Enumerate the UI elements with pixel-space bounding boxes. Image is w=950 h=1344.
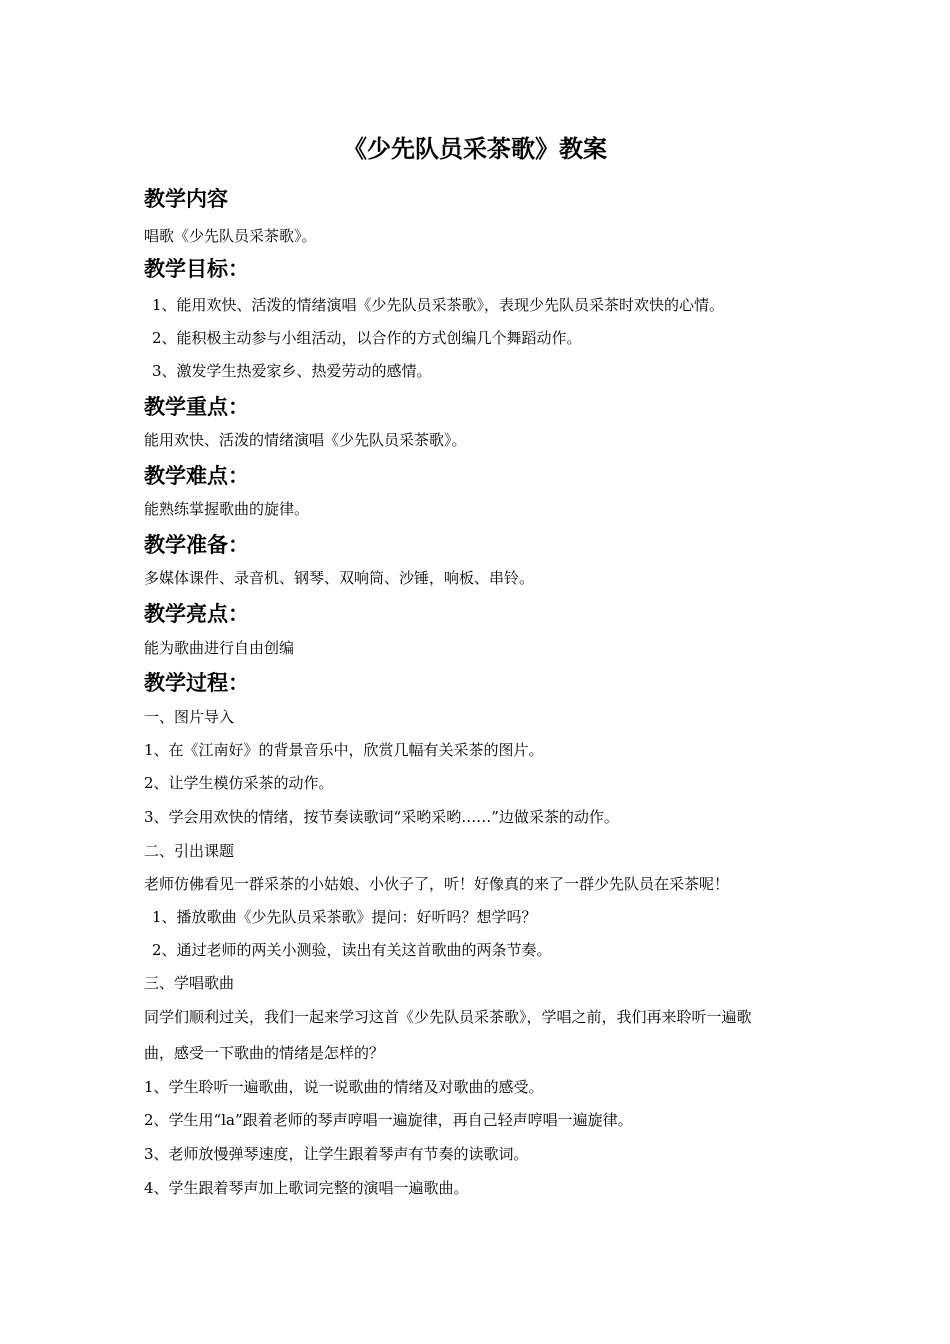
process-line-4: 3、学会用欢快的情绪，按节奏读歌词“采哟采哟……”边做采茶的动作。 [144,808,619,826]
goals-line-2: 2、能积极主动参与小组活动，以合作的方式创编几个舞蹈动作。 [152,329,582,347]
heading-preparation: 教学准备： [144,533,249,557]
process-line-10: 同学们顺利过关，我们一起来学习这首《少先队员采茶歌》，学唱之前，我们再来聆听一遍歌 [144,1008,752,1026]
goals-line-1: 1、能用欢快、活泼的情绪演唱《少先队员采茶歌》，表现少先队员采茶时欢快的心情。 [152,296,725,314]
process-line-6: 老师仿佛看见一群采茶的小姑娘、小伙子了，听！好像真的来了一群少先队员在采茶呢！ [144,875,730,893]
process-line-11: 曲，感受一下歌曲的情绪是怎样的？ [144,1044,385,1062]
process-line-2: 1、在《江南好》的背景音乐中，欣赏几幅有关采茶的图片。 [144,741,544,759]
process-line-5: 二、引出课题 [144,842,235,860]
content-line-1: 唱歌《少先队员采茶歌》。 [144,227,317,245]
focus-line-1: 能用欢快、活泼的情绪演唱《少先队员采茶歌》。 [144,431,467,449]
heading-content: 教学内容 [144,187,228,211]
heading-highlight: 教学亮点： [144,602,249,626]
heading-difficulty: 教学难点： [144,464,249,488]
difficulty-line-1: 能熟练掌握歌曲的旋律。 [144,500,310,518]
goals-line-3: 3、激发学生热爱家乡、热爱劳动的感情。 [152,362,432,380]
heading-process: 教学过程： [144,671,249,695]
process-line-15: 4、学生跟着琴声加上歌词完整的演唱一遍歌曲。 [144,1179,469,1197]
process-line-9: 三、学唱歌曲 [144,974,235,992]
process-line-7: 1、播放歌曲《少先队员采茶歌》提问：好听吗？想学吗？ [152,908,537,926]
process-line-12: 1、学生聆听一遍歌曲，说一说歌曲的情绪及对歌曲的感受。 [144,1078,544,1096]
process-line-8: 2、通过老师的两关小测验，读出有关这首歌曲的两条节奏。 [152,941,552,959]
process-line-1: 一、图片导入 [144,708,235,726]
document-title: 《少先队员采茶歌》教案 [343,135,607,163]
heading-goals: 教学目标： [144,257,249,281]
preparation-line-1: 多媒体课件、录音机、钢琴、双响筒、沙锤，响板、串铃。 [144,569,535,587]
process-line-3: 2、让学生模仿采茶的动作。 [144,774,334,792]
process-line-13: 2、学生用“la”跟着老师的琴声哼唱一遍旋律，再自己轻声哼唱一遍旋律。 [144,1111,633,1129]
highlight-line-1: 能为歌曲进行自由创编 [144,639,295,657]
process-line-14: 3、老师放慢弹琴速度，让学生跟着琴声有节奏的读歌词。 [144,1145,529,1163]
heading-focus: 教学重点： [144,395,249,419]
